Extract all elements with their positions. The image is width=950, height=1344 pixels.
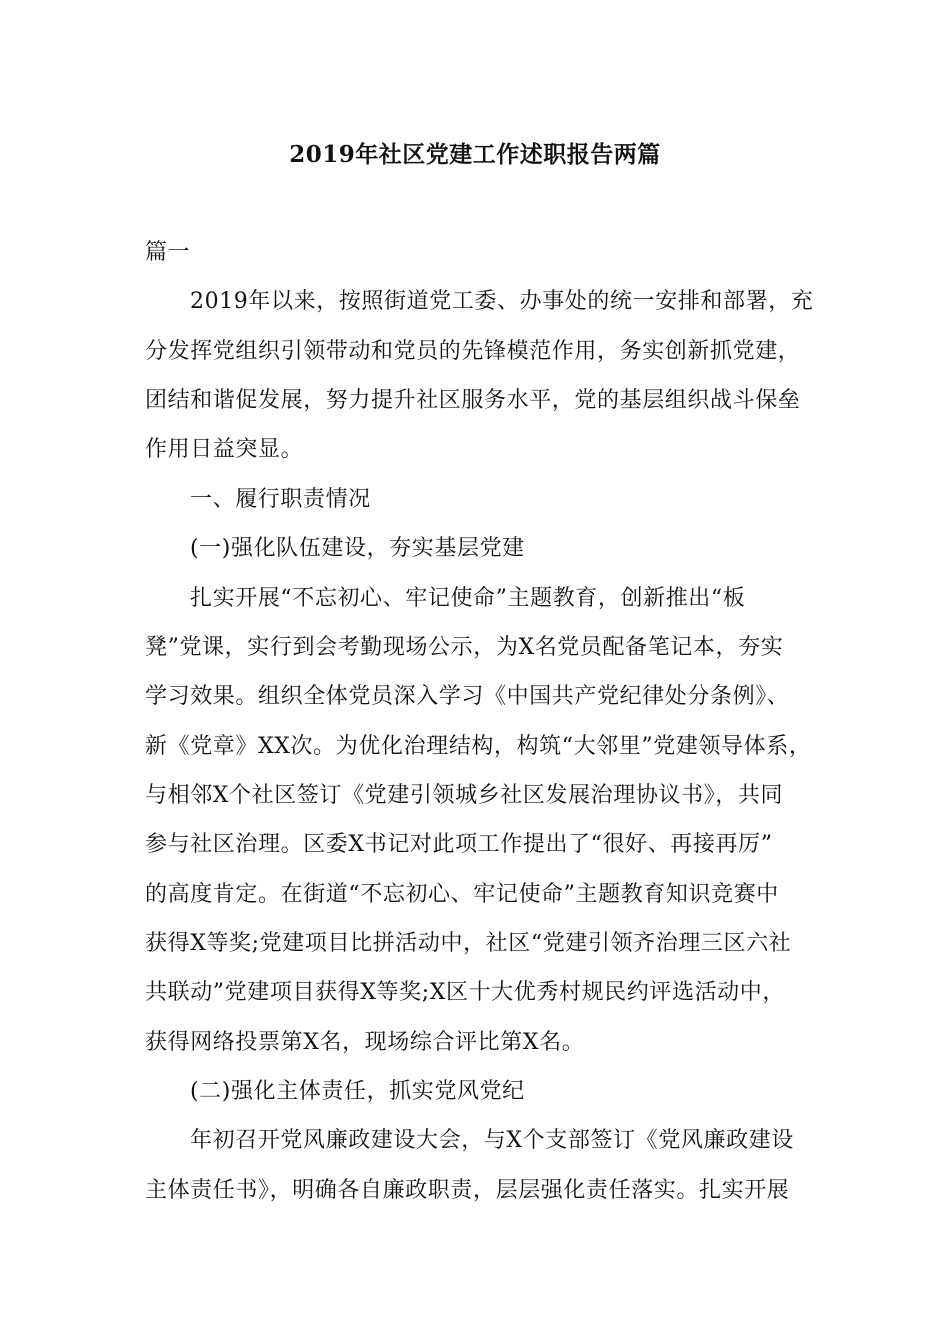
paragraph-line: 新《党章》XX次。为优化治理结构，构筑“大邻里”党建领导体系， — [145, 734, 812, 759]
subsection-heading: (一)强化队伍建设，夯实基层党建 — [190, 536, 525, 561]
paragraph-line: 参与社区治理。区委X书记对此项工作提出了“很好、再接再厉” — [145, 832, 773, 857]
subsection-heading: (二)强化主体责任，抓实党风党纪 — [190, 1079, 525, 1104]
paragraph-line: 年初召开党风廉政建设大会，与X个支部签订《党风廉政建设 — [190, 1128, 794, 1153]
paragraph-line: 团结和谐促发展，努力提升社区服务水平，党的基层组织战斗保垒 — [145, 388, 801, 413]
paragraph-line: 获得X等奖;党建项目比拼活动中，社区“党建引领齐治理三区六社 — [145, 931, 792, 956]
paragraph-line: 2019年以来，按照街道党工委、办事处的统一安排和部署，充 — [190, 289, 814, 314]
paragraph-line: 获得网络投票第X名，现场综合评比第X名。 — [145, 1030, 585, 1055]
paragraph-line: 主体责任书》，明确各自廉政职责，层层强化责任落实。扎实开展 — [145, 1178, 790, 1203]
paragraph-line: 分发挥党组织引领带动和党员的先锋模范作用，务实创新抓党建， — [145, 339, 801, 364]
paragraph-line: 共联动”党建项目获得X等奖;X区十大优秀村规民约评选活动中， — [145, 980, 785, 1005]
paragraph-line: 的高度肯定。在街道“不忘初心、牢记使命”主题教育知识竞赛中 — [145, 882, 779, 907]
paragraph-line: 作用日益突显。 — [145, 437, 304, 462]
paragraph-line: 学习效果。组织全体党员深入学习《中国共产党纪律处分条例》、 — [145, 684, 790, 709]
paragraph-line: 与相邻X个社区签订《党建引领城乡社区发展治理协议书》，共同 — [145, 783, 784, 808]
section-label: 篇一 — [145, 240, 191, 265]
paragraph-line: 凳”党课，实行到会考勤现场公示，为X名党员配备笔记本，夯实 — [145, 635, 784, 660]
section-heading: 一、履行职责情况 — [190, 487, 371, 512]
document-title: 2019年社区党建工作述职报告两篇 — [289, 141, 661, 168]
paragraph-line: 扎实开展“不忘初心、牢记使命”主题教育，创新推出“板 — [190, 586, 746, 611]
